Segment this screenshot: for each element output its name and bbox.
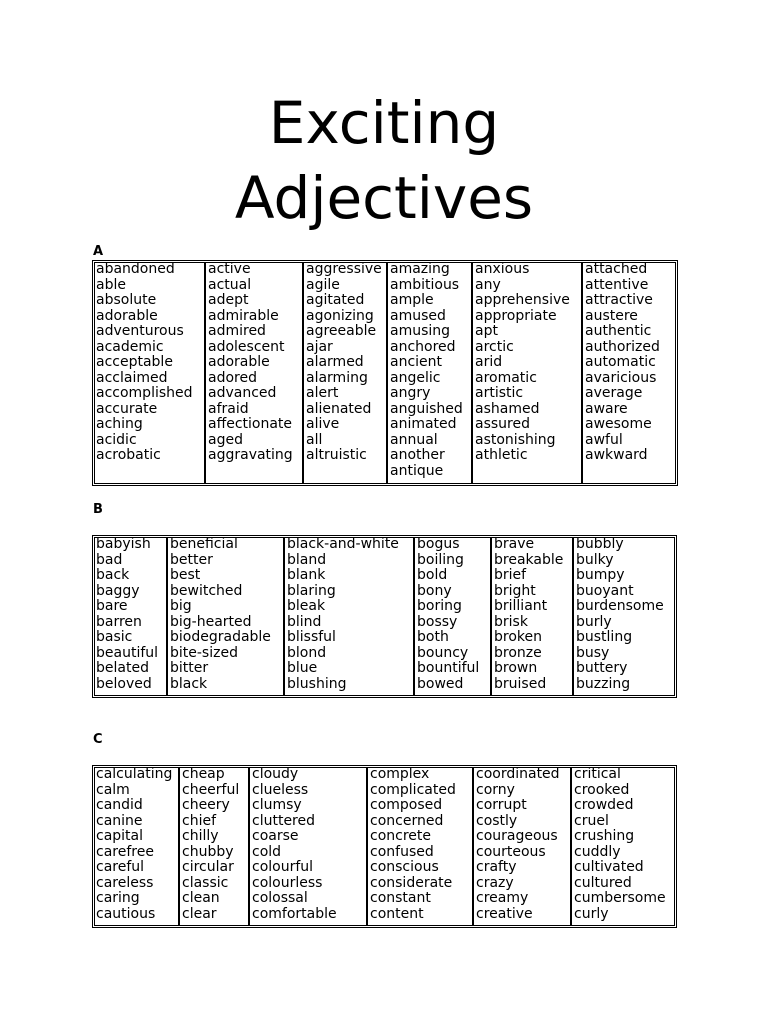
adjective-word: bleak	[287, 598, 326, 614]
adjective-word: bad	[96, 551, 123, 568]
adjective-word: absolute	[96, 292, 157, 308]
adjective-word: circular	[182, 859, 234, 875]
adjective-word: colossal	[252, 890, 308, 906]
adjective-word: calculating	[96, 766, 173, 782]
adjective-word: costly	[476, 812, 518, 829]
adjective-word: aggressive	[306, 261, 382, 277]
adjective-word: complex	[370, 766, 430, 782]
table-column	[415, 537, 492, 696]
table-column	[574, 537, 675, 696]
adjective-word: conscious	[370, 859, 439, 875]
adjective-word: animated	[390, 416, 457, 432]
adjective-word: bewitched	[170, 582, 243, 599]
adjective-word: clear	[182, 905, 217, 922]
adjective-word: cruel	[574, 812, 609, 829]
adjective-word: beloved	[96, 675, 152, 692]
adjective-word: assured	[475, 416, 530, 432]
adjective-word: complicated	[370, 781, 456, 798]
adjective-word: anchored	[390, 338, 456, 355]
adjective-table-c	[92, 765, 677, 928]
adjective-word: baggy	[96, 582, 140, 599]
adjective-word: crowded	[574, 797, 634, 813]
adjective-word: crushing	[574, 828, 635, 844]
adjective-word: ancient	[390, 354, 443, 370]
adjective-word: corny	[476, 781, 515, 798]
adjective-word: authentic	[585, 323, 652, 339]
adjective-word: aching	[96, 416, 143, 432]
adjective-word: bossy	[417, 613, 458, 630]
adjective-word: boiling	[417, 551, 464, 568]
adjective-word: adolescent	[208, 338, 285, 355]
adjective-word: bland	[287, 551, 327, 568]
adjective-word: blank	[287, 567, 326, 583]
adjective-word: alarming	[306, 369, 368, 386]
adjective-word: another	[390, 447, 445, 463]
adjective-word: comfortable	[252, 905, 337, 922]
adjective-word: black	[170, 675, 208, 692]
adjective-word: bright	[494, 582, 536, 599]
adjective-word: bumpy	[576, 567, 625, 583]
adjective-word: clean	[182, 890, 220, 906]
adjective-word: back	[96, 567, 130, 583]
adjective-word: buttery	[576, 660, 628, 676]
adjective-word: austere	[585, 307, 638, 324]
adjective-word: affectionate	[208, 416, 293, 432]
adjective-word: angelic	[390, 369, 441, 386]
adjective-word: athletic	[475, 447, 528, 463]
table-column	[492, 537, 574, 696]
adjective-word: cheap	[182, 766, 225, 782]
title-line-2: Adjectives	[234, 164, 534, 232]
adjective-word: candid	[96, 797, 143, 813]
adjective-word: calm	[96, 781, 130, 798]
adjective-word: apt	[475, 323, 498, 339]
adjective-word: bruised	[494, 675, 547, 692]
adjective-word: biodegradable	[170, 629, 271, 645]
adjective-word: composed	[370, 797, 443, 813]
table-column	[285, 537, 415, 696]
adjective-word: chubby	[182, 843, 234, 860]
adjective-word: crazy	[476, 874, 514, 891]
adjective-word: coarse	[252, 828, 299, 844]
table-column	[180, 767, 250, 926]
adjective-word: curly	[574, 905, 609, 922]
adjective-word: barren	[96, 613, 142, 630]
adjective-word: beneficial	[170, 536, 238, 552]
adjective-word: anguished	[390, 400, 463, 417]
adjective-word: attractive	[585, 292, 653, 308]
adjective-word: burdensome	[576, 598, 664, 614]
adjective-word: bronze	[494, 644, 542, 661]
adjective-word: blond	[287, 644, 327, 661]
adjective-word: carefree	[96, 843, 154, 860]
adjective-word: black-and-white	[287, 536, 399, 552]
adjective-word: arctic	[475, 338, 514, 355]
adjective-word: accurate	[96, 400, 158, 417]
adjective-word: appropriate	[475, 307, 557, 324]
adjective-word: agonizing	[306, 307, 374, 324]
adjective-word: adorable	[96, 307, 158, 324]
adjective-word: antique	[390, 462, 444, 479]
adjective-word: acidic	[96, 431, 137, 448]
adjective-word: babyish	[96, 536, 151, 552]
adjective-word: courteous	[476, 843, 546, 860]
adjective-word: cautious	[96, 905, 156, 922]
adjective-word: brilliant	[494, 598, 548, 614]
adjective-word: clumsy	[252, 797, 302, 813]
adjective-word: authorized	[585, 338, 660, 355]
adjective-table-a	[92, 260, 678, 486]
adjective-word: advanced	[208, 385, 277, 401]
adjective-word: corrupt	[476, 797, 527, 813]
adjective-word: annual	[390, 431, 438, 448]
page-title	[0, 86, 768, 236]
adjective-word: all	[306, 431, 323, 448]
adjective-word: altruistic	[306, 447, 367, 463]
adjective-word: amusing	[390, 323, 451, 339]
adjective-word: acrobatic	[96, 447, 161, 463]
adjective-word: belated	[96, 660, 149, 676]
table-column	[473, 262, 583, 484]
adjective-word: bustling	[576, 629, 633, 645]
adjective-word: considerate	[370, 874, 453, 891]
adjective-word: cloudy	[252, 766, 299, 782]
table-column	[250, 767, 368, 926]
adjective-word: agile	[306, 276, 340, 293]
adjective-word: broken	[494, 629, 542, 645]
adjective-word: buzzing	[576, 675, 631, 692]
adjective-word: arid	[475, 354, 503, 370]
adjective-word: astonishing	[475, 431, 556, 448]
adjective-word: basic	[96, 629, 133, 645]
section-label-c: C	[93, 732, 103, 747]
adjective-word: cultured	[574, 874, 632, 891]
adjective-word: classic	[182, 874, 229, 891]
adjective-word: ambitious	[390, 276, 460, 293]
adjective-word: bitter	[170, 660, 209, 676]
adjective-word: afraid	[208, 400, 249, 417]
adjective-word: artistic	[475, 385, 524, 401]
section-label-a: A	[93, 244, 104, 259]
adjective-word: amazing	[390, 261, 450, 277]
table-column	[368, 767, 474, 926]
adjective-word: ample	[390, 292, 434, 308]
adjective-word: alienated	[306, 400, 372, 417]
adjective-word: alert	[306, 385, 339, 401]
adjective-word: able	[96, 276, 126, 293]
table-column	[572, 767, 675, 926]
adjective-word: brave	[494, 536, 535, 552]
adjective-word: avaricious	[585, 369, 657, 386]
adjective-word: attentive	[585, 276, 649, 293]
section-label-b: B	[93, 502, 103, 517]
adjective-word: better	[170, 551, 213, 568]
adjective-word: best	[170, 567, 201, 583]
table-column	[388, 262, 473, 484]
adjective-word: alarmed	[306, 354, 364, 370]
adjective-word: awesome	[585, 416, 652, 432]
adjective-word: adept	[208, 292, 249, 308]
adjective-word: careful	[96, 859, 145, 875]
adjective-word: adorable	[208, 354, 270, 370]
adjective-word: confused	[370, 843, 434, 860]
table-column	[94, 262, 206, 484]
adjective-word: bony	[417, 582, 452, 599]
adjective-word: big	[170, 598, 192, 614]
adjective-word: caring	[96, 890, 140, 906]
adjective-word: coordinated	[476, 766, 560, 782]
adjective-word: agitated	[306, 292, 365, 308]
adjective-word: agreeable	[306, 323, 377, 339]
adjective-word: angry	[390, 385, 431, 401]
adjective-word: ashamed	[475, 400, 540, 417]
adjective-word: amused	[390, 307, 446, 324]
adjective-table-b	[92, 535, 677, 698]
title-line-1: Exciting	[268, 89, 500, 157]
adjective-word: cuddly	[574, 843, 621, 860]
table-column	[206, 262, 304, 484]
adjective-word: bite-sized	[170, 644, 238, 661]
table-column	[583, 262, 676, 484]
adjective-word: big-hearted	[170, 613, 252, 630]
adjective-word: adored	[208, 369, 257, 386]
adjective-word: both	[417, 629, 449, 645]
adjective-word: active	[208, 261, 251, 277]
adjective-word: acclaimed	[96, 369, 168, 386]
adjective-word: aged	[208, 431, 243, 448]
table-column	[168, 537, 285, 696]
adjective-word: blaring	[287, 582, 336, 599]
adjective-word: beautiful	[96, 644, 159, 661]
adjective-word: cheery	[182, 797, 230, 813]
adjective-word: constant	[370, 890, 431, 906]
adjective-word: bowed	[417, 675, 464, 692]
adjective-word: blushing	[287, 675, 347, 692]
adjective-word: blind	[287, 613, 322, 630]
adjective-word: concerned	[370, 812, 444, 829]
adjective-word: careless	[96, 874, 154, 891]
adjective-word: canine	[96, 812, 143, 829]
adjective-word: apprehensive	[475, 292, 570, 308]
adjective-word: crafty	[476, 859, 517, 875]
adjective-word: chief	[182, 812, 217, 829]
adjective-word: breakable	[494, 551, 564, 568]
adjective-word: attached	[585, 261, 648, 277]
adjective-word: critical	[574, 766, 621, 782]
adjective-word: buoyant	[576, 582, 634, 599]
table-column	[474, 767, 572, 926]
adjective-word: crooked	[574, 781, 630, 798]
adjective-word: abandoned	[96, 261, 175, 277]
adjective-word: cumbersome	[574, 890, 666, 906]
adjective-word: cluttered	[252, 812, 315, 829]
adjective-word: concrete	[370, 828, 431, 844]
adjective-word: cheerful	[182, 781, 240, 798]
adjective-word: average	[585, 385, 643, 401]
adjective-word: bare	[96, 598, 128, 614]
adjective-word: adventurous	[96, 323, 184, 339]
table-column	[94, 767, 180, 926]
adjective-word: bulky	[576, 551, 614, 568]
adjective-word: aggravating	[208, 447, 293, 463]
adjective-word: content	[370, 905, 424, 922]
adjective-word: clueless	[252, 781, 309, 798]
table-column	[94, 537, 168, 696]
adjective-word: chilly	[182, 828, 219, 844]
adjective-word: aware	[585, 400, 628, 417]
adjective-word: boring	[417, 598, 462, 614]
adjective-word: acceptable	[96, 354, 173, 370]
adjective-word: creamy	[476, 890, 529, 906]
adjective-word: colourless	[252, 874, 323, 891]
adjective-word: awkward	[585, 447, 648, 463]
adjective-word: brief	[494, 567, 527, 583]
adjective-word: bold	[417, 567, 448, 583]
adjective-word: automatic	[585, 354, 656, 370]
adjective-word: creative	[476, 905, 533, 922]
adjective-word: busy	[576, 644, 610, 661]
adjective-word: blissful	[287, 629, 336, 645]
adjective-word: accomplished	[96, 385, 193, 401]
adjective-word: bouncy	[417, 644, 469, 661]
adjective-word: actual	[208, 276, 252, 293]
adjective-word: courageous	[476, 828, 558, 844]
adjective-word: aromatic	[475, 369, 537, 386]
adjective-word: awful	[585, 431, 623, 448]
adjective-word: admired	[208, 323, 266, 339]
adjective-word: alive	[306, 416, 340, 432]
adjective-word: cold	[252, 843, 282, 860]
adjective-word: brisk	[494, 613, 528, 630]
adjective-word: bountiful	[417, 660, 480, 676]
adjective-word: admirable	[208, 307, 279, 324]
adjective-word: ajar	[306, 338, 333, 355]
adjective-word: capital	[96, 828, 144, 844]
adjective-word: bogus	[417, 536, 460, 552]
adjective-word: blue	[287, 660, 318, 676]
adjective-word: cultivated	[574, 859, 644, 875]
adjective-word: colourful	[252, 859, 314, 875]
adjective-word: academic	[96, 338, 164, 355]
adjective-word: brown	[494, 660, 538, 676]
adjective-word: any	[475, 276, 501, 293]
table-column	[304, 262, 388, 484]
adjective-word: bubbly	[576, 536, 624, 552]
adjective-word: anxious	[475, 261, 530, 277]
adjective-word: burly	[576, 613, 612, 630]
